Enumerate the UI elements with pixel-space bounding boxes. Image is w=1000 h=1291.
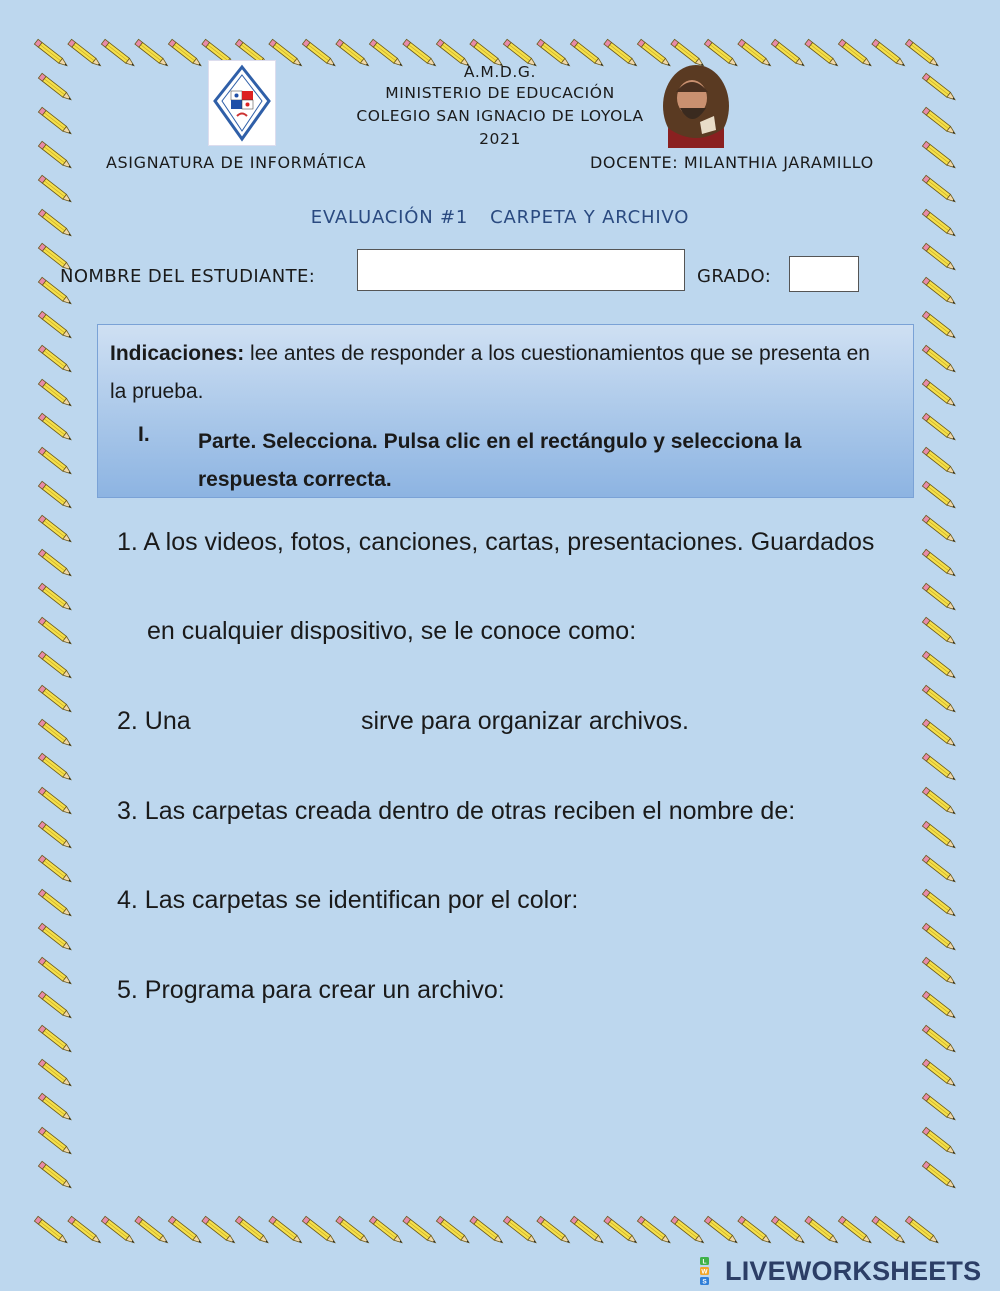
- pencil-icon: [805, 1216, 839, 1245]
- pencil-icon: [38, 889, 72, 918]
- pencil-icon: [704, 1216, 738, 1245]
- pencil-icon: [369, 1216, 403, 1245]
- pencil-icon: [38, 549, 72, 578]
- pencil-icon: [838, 1216, 872, 1245]
- pencil-icon: [38, 447, 72, 476]
- pencil-icon: [738, 1216, 772, 1245]
- pencil-icon: [570, 1216, 604, 1245]
- pencil-icon: [922, 515, 956, 544]
- logo-letter-l: L: [702, 1258, 707, 1266]
- question-1-line-1: 1. A los videos, fotos, canciones, cartas, presentaciones. Guardados: [117, 528, 875, 556]
- logo-letter-s: S: [702, 1278, 707, 1286]
- pencil-icon: [922, 311, 956, 340]
- question-2-start: 2. Una: [117, 707, 191, 735]
- pencil-icon: [922, 617, 956, 646]
- header-ministry: MINISTERIO DE EDUCACIÓN: [385, 84, 615, 102]
- teacher-label: DOCENTE: MILANTHIA JARAMILLO: [590, 153, 874, 172]
- pencil-icon: [922, 277, 956, 306]
- header-year: 2021: [479, 130, 521, 148]
- part-instructions: Parte. Selecciona. Pulsa clic en el rectángulo y selecciona la respuesta correcta.: [198, 430, 802, 491]
- pencil-icon: [922, 1093, 956, 1122]
- pencil-icon: [922, 753, 956, 782]
- pencil-icon: [922, 855, 956, 884]
- pencil-icon: [922, 243, 956, 272]
- pencil-icon: [922, 1059, 956, 1088]
- pencil-icon: [38, 311, 72, 340]
- subject-label: ASIGNATURA DE INFORMÁTICA: [106, 153, 367, 172]
- pencil-icon: [168, 1216, 202, 1245]
- evaluation-number: EVALUACIÓN #1: [310, 207, 469, 228]
- pencil-icon: [336, 1216, 370, 1245]
- student-name-label: NOMBRE DEL ESTUDIANTE:: [60, 266, 316, 287]
- pencil-icon: [38, 719, 72, 748]
- question-5: 5. Programa para crear un archivo:: [117, 976, 505, 1004]
- pencil-icon: [922, 1127, 956, 1156]
- pencil-icon: [905, 1216, 939, 1245]
- pencil-icon: [235, 1216, 269, 1245]
- pencil-icon: [38, 787, 72, 816]
- pencil-icon: [922, 345, 956, 374]
- question-3: 3. Las carpetas creada dentro de otras reciben el nombre de:: [117, 797, 796, 825]
- pencil-icon: [38, 753, 72, 782]
- pencil-icon: [269, 1216, 303, 1245]
- pencil-icon: [922, 583, 956, 612]
- pencil-icon: [922, 175, 956, 204]
- pencil-icon: [38, 957, 72, 986]
- pencil-icon: [38, 345, 72, 374]
- grade-label: GRADO:: [697, 266, 772, 287]
- pencil-icon: [922, 889, 956, 918]
- pencil-icon: [38, 1127, 72, 1156]
- pencil-icon: [922, 685, 956, 714]
- pencil-icon: [38, 379, 72, 408]
- pencil-icon: [537, 1216, 571, 1245]
- header-motto: A.M.D.G.: [463, 63, 537, 81]
- liveworksheets-brand-text: LIVEWORKSHEETS: [725, 1255, 982, 1286]
- pencil-icon: [68, 1216, 102, 1245]
- pencil-icon: [604, 1216, 638, 1245]
- pencil-icon: [202, 1216, 236, 1245]
- pencil-icon: [922, 719, 956, 748]
- pencil-icon: [38, 821, 72, 850]
- pencil-icon: [922, 1161, 956, 1190]
- pencil-icon: [922, 651, 956, 680]
- evaluation-title: [0, 207, 1000, 228]
- pencil-icon: [922, 447, 956, 476]
- pencil-icon: [38, 1059, 72, 1088]
- pencil-icon: [101, 1216, 135, 1245]
- pencil-icon: [38, 855, 72, 884]
- pencil-icon: [922, 923, 956, 952]
- pencil-icon: [38, 481, 72, 510]
- pencil-icon: [38, 175, 72, 204]
- question-1-line-2: en cualquier dispositivo, se le conoce como:: [147, 617, 637, 645]
- pencil-icon: [922, 957, 956, 986]
- pencil-icon: [503, 1216, 537, 1245]
- pencil-icon: [922, 413, 956, 442]
- pencil-icon: [38, 1093, 72, 1122]
- instructions-label: Indicaciones:: [110, 342, 245, 365]
- pencil-icon: [922, 991, 956, 1020]
- pencil-icon: [922, 1025, 956, 1054]
- pencil-icon: [38, 923, 72, 952]
- evaluation-topic: CARPETA Y ARCHIVO: [490, 207, 690, 228]
- instructions-box: [97, 324, 914, 498]
- pencil-icon: [38, 651, 72, 680]
- grade-input[interactable]: [789, 256, 859, 292]
- liveworksheets-logo: [698, 1256, 981, 1286]
- instructions-text: [110, 335, 870, 411]
- pencil-icon: [38, 617, 72, 646]
- pencil-icon: [922, 379, 956, 408]
- student-name-input[interactable]: [357, 249, 685, 291]
- pencil-icon: [38, 1025, 72, 1054]
- pencil-icon: [403, 1216, 437, 1245]
- liveworksheets-icon: [698, 1256, 722, 1286]
- pencil-icon: [671, 1216, 705, 1245]
- pencil-icon: [470, 1216, 504, 1245]
- pencil-icon: [38, 1161, 72, 1190]
- pencil-icon: [38, 685, 72, 714]
- pencil-icon: [436, 1216, 470, 1245]
- pencil-icon: [922, 549, 956, 578]
- pencil-icon: [302, 1216, 336, 1245]
- pencil-icon: [922, 821, 956, 850]
- pencil-icon: [135, 1216, 169, 1245]
- pencil-icon: [637, 1216, 671, 1245]
- pencil-icon: [34, 1216, 68, 1245]
- pencil-icon: [38, 991, 72, 1020]
- question-4: 4. Las carpetas se identifican por el color:: [117, 886, 579, 914]
- pencil-icon: [922, 481, 956, 510]
- pencil-icon: [771, 1216, 805, 1245]
- instructions-body: lee antes de responder a los cuestionamientos que se presenta en la prueba.: [110, 342, 870, 403]
- pencil-icon: [38, 515, 72, 544]
- logo-letter-w: W: [701, 1268, 708, 1276]
- part-number: I.: [138, 423, 150, 446]
- header-school: COLEGIO SAN IGNACIO DE LOYOLA: [356, 107, 644, 125]
- question-2-end: sirve para organizar archivos.: [361, 707, 689, 735]
- pencil-icon: [38, 413, 72, 442]
- pencil-icon: [922, 787, 956, 816]
- pencil-icon: [872, 1216, 906, 1245]
- pencil-icon: [38, 583, 72, 612]
